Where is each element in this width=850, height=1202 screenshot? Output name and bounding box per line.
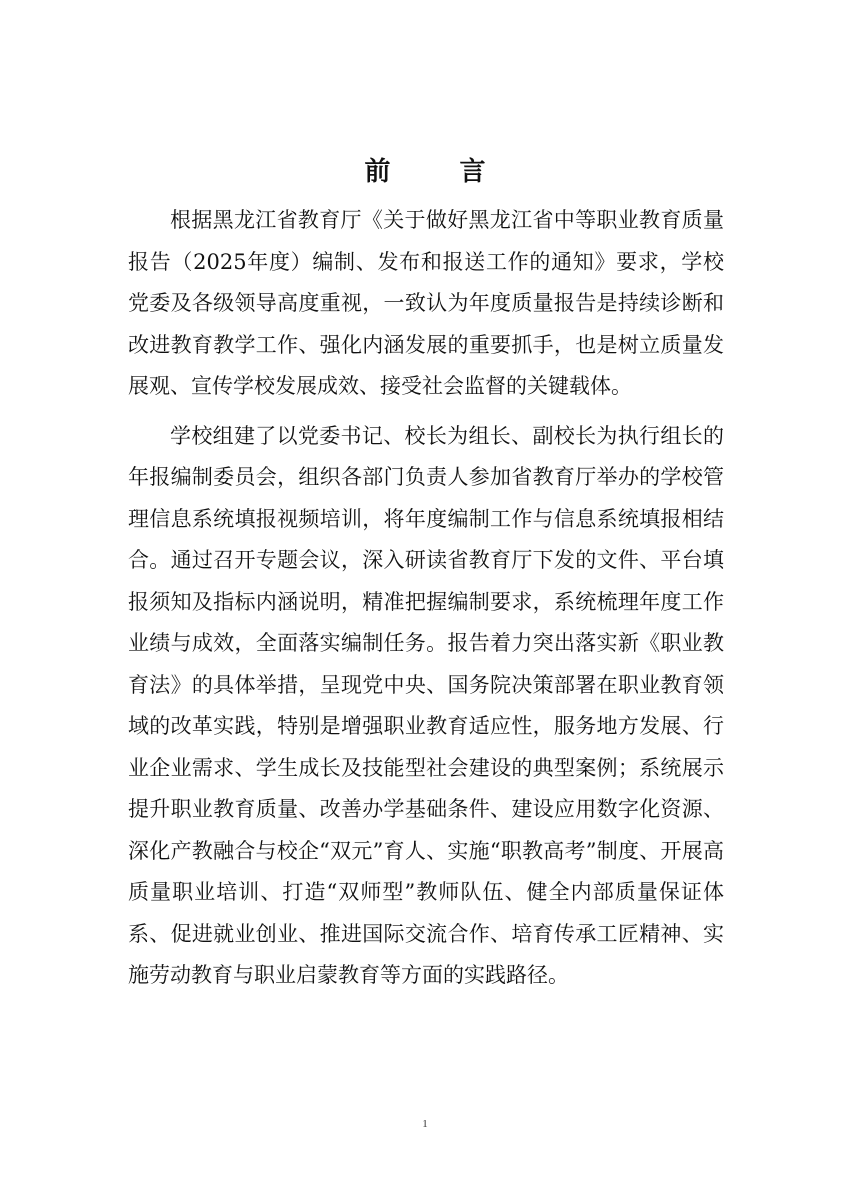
page-title: 前 言 [364,157,516,187]
document-body [128,200,724,997]
paragraph-1: 根据黑龙江省教育厅《关于做好黑龙江省中等职业教育质量报告（2025年度）编制、发布和报送工作的通知》要求，学校党委及各级领导高度重视，一致认为年度质量报告是持续诊断和改进教育教学工作、强化内涵发展的重要抓手，也是树立质量发展观、宣传学校发展成效、接受社会监督的关键载体。 [128,208,724,398]
page-number: 1 [422,1118,428,1130]
paragraph-2: 学校组建了以党委书记、校长为组长、副校长为执行组长的年报编制委员会，组织各部门负责人参加省教育厅举办的学校管理信息系统填报视频培训，将年度编制工作与信息系统填报相结合。通过召开专题会议，深入研读省教育厅下发的文件、平台填报须知及指标内涵说明，精准把握编制要求，系统梳理年度工作业绩与成效，全面落实编制任务。报告着力突出落实新《职业教育法》的具体举措，呈现党中央、国务院决策部署在职业教育领域的改革实践，特别是增强职业教育适应性，服务地方发展、行业企业需求、学生成长及技能型社会建设的典型案例；系统展示提升职业教育质量、改善办学基础条件、建设应用数字化资源、深化产教融合与校企“双元”育人、实施“职教高考”制度、开展高质量职业培训、打造“双师型”教师队伍、健全内部质量保证体系、促进就业创业、推进国际交流合作、培育传承工匠精神、实施劳动教育与职业启蒙教育等方面的实践路径。 [128,423,724,987]
